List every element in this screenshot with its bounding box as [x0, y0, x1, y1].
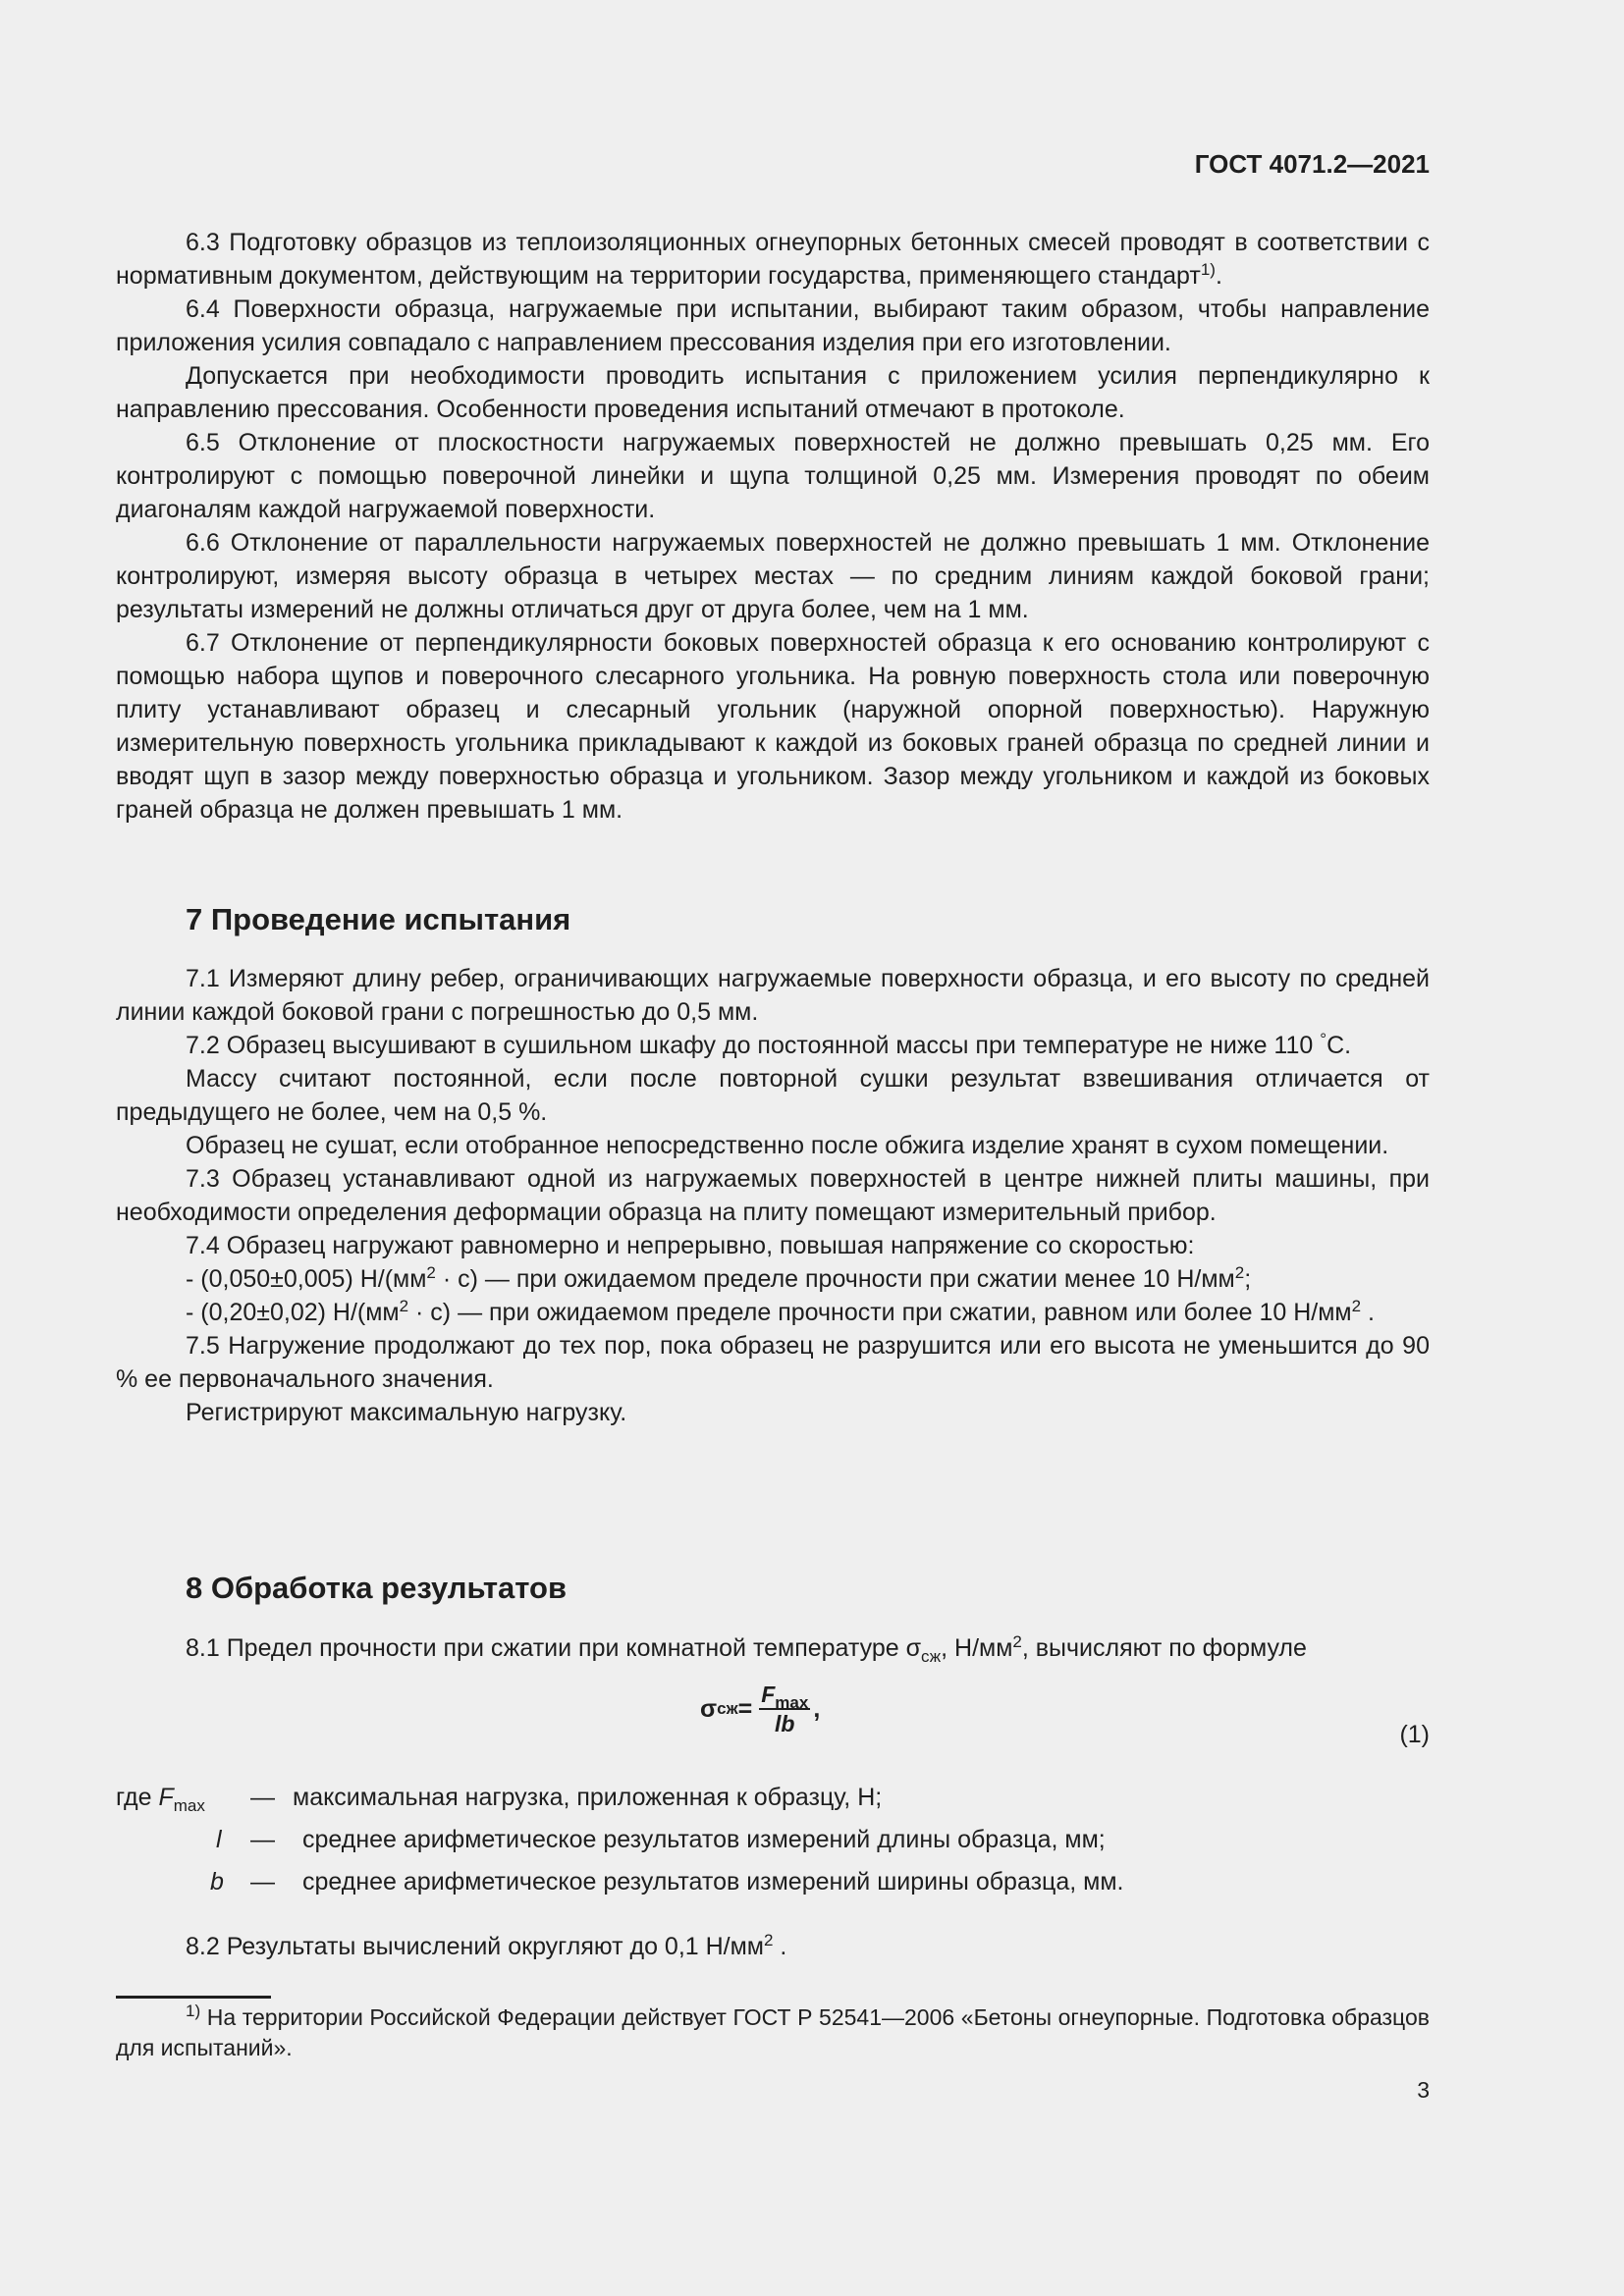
section-6-text — [116, 226, 1430, 827]
paragraph-7-2: 7.2 Образец высушивают в сушильном шкафу до постоянной массы при температуре не ниже 110 °С. — [186, 1030, 1352, 1059]
paragraph-8-2: 8.2 Результаты вычислений округляют до 0,1 $Н/мм^2$ . — [186, 1931, 787, 1960]
page-number: 3 — [1417, 2077, 1430, 2103]
paragraph-7-1: 7.1 Измеряют длину ребер, ограничивающих нагружаемые поверхности образца, и его высоту по средней линии каждой боковой грани с погрешностью до 0,5 мм. — [116, 965, 1430, 1026]
paragraph-6-3: 6.3 Подготовку образцов из теплоизоляционных огнеупорных бетонных смесей проводят в соответствии с нормативным документом, действующим на территории государства, применяющего стандарт$^{1)}$. — [116, 229, 1430, 290]
legend-row: l — среднее арифметическое результатов измерений длины образца, мм; — [216, 1826, 1106, 1853]
paragraph-6-5: 6.5 Отклонение от плоскостности нагружаемых поверхностей не должно превышать 0,25 мм. Его контролируют с помощью поверочной линейки и щупа толщиной 0,25 мм. Измерения проводят по обеим диагоналям каждой нагружаемой поверхности. — [116, 429, 1430, 523]
legend-row: где $F_{max}$ — максимальная нагрузка, приложенная к образцу, Н; — [116, 1784, 883, 1815]
paragraph-6-7: 6.7 Отклонение от перпендикулярности боковых поверхностей образца к его основанию контролируют с помощью набора щупов и поверочного слесарного угольника. На ровную поверхность стола или поверочную плиту устанавливают образец и слесарный угольник (наружной опорной поверхностью). Наружную измерительную поверхность угольника прикладывают к каждой из боковых граней образца по средней линии и вводят щуп в зазор между поверхностью образца и угольником. Зазор между угольником и каждой из боковых граней образца не должен превышать 1 мм. — [116, 629, 1430, 824]
paragraph-7-5: 7.5 Нагружение продолжают до тех пор, пока образец не разрушится или его высота не уменьшится до 90 % ее первоначального значения. — [116, 1332, 1430, 1393]
paragraph-6-4-note: Допускается при необходимости проводить испытания с приложением усилия перпендикулярно к направлению прессования. Особенности проведения испытаний отмечают в протоколе. — [116, 362, 1430, 423]
formula-fraction: $\frac{F_{max}}{lb}$ — [761, 1682, 809, 1736]
paragraph-6-4: 6.4 Поверхности образца, нагружаемые при испытании, выбирают таким образом, чтобы направление приложения усилия совпадало с направлением прессования изделия при его изготовлении. — [116, 295, 1430, 356]
section-8-heading: 8 Обработка результатов — [186, 1571, 568, 1605]
footnote-ref: 1) — [1200, 260, 1216, 279]
section-7-heading: 7 Проведение испытания — [186, 902, 571, 936]
section-7-text — [116, 962, 1430, 1429]
footnote: $^{1)}$ На территории Российской Федерации действует ГОСТ Р 52541—2006 «Бетоны огнеупорные. Подготовка образцов для испытаний». — [116, 2002, 1430, 2060]
paragraph-8-1: 8.1 Предел прочности при сжатии при комнатной температуре $\sigma_{сж}$, $Н/мм^2$, вычисляют по формуле — [186, 1632, 1307, 1666]
document-header: ГОСТ 4071.2—2021 — [1194, 149, 1430, 179]
paragraph-7-2-mass: Массу считают постоянной, если после повторной сушки результат взвешивания отличается от предыдущего не более, чем на 0,5 %. — [116, 1065, 1430, 1126]
formula-expression: σ сж = $\frac{F_{max}}{lb}$ , — [700, 1682, 821, 1736]
paragraph-7-4-rate-high: - (0,20±0,02) $Н/(мм^2 \cdot с)$ — при ожидаемом пределе прочности при сжатии, равном или более 10 $Н/мм^2$ . — [186, 1297, 1375, 1326]
section-8-rounding — [116, 1930, 1430, 1963]
legend-row: b — среднее арифметическое результатов измерений ширины образца, мм. — [210, 1868, 1124, 1896]
equation-number: (1) — [1399, 1721, 1430, 1748]
formula-1 — [116, 1681, 1430, 1747]
section-7-heading-wrap — [116, 900, 1430, 939]
footnote-separator — [116, 1996, 271, 1999]
paragraph-7-2-dry: Образец не сушат, если отобранное непосредственно после обжига изделие хранят в сухом помещении. — [186, 1132, 1389, 1159]
section-8-heading-wrap — [116, 1569, 1430, 1608]
paragraph-7-5-register: Регистрируют максимальную нагрузку. — [186, 1399, 627, 1426]
symbol-legend — [116, 1781, 1430, 1907]
paragraph-6-6: 6.6 Отклонение от параллельности нагружаемых поверхностей не должно превышать 1 мм. Отклонение контролируют, измеряя высоту образца в четырех местах — по средним линиям каждой боковой грани; результаты измерений не должны отличаться друг от друга более, чем на 1 мм. — [116, 529, 1430, 623]
paragraph-7-4-rate-low: - (0,050±0,005) $Н/(мм^2 \cdot с)$ — при ожидаемом пределе прочности при сжатии менее 10 $Н/мм^2$; — [186, 1263, 1252, 1293]
paragraph-7-3: 7.3 Образец устанавливают одной из нагружаемых поверхностей в центре нижней плиты машины, при необходимости определения деформации образца на плиту помещают измерительный прибор. — [116, 1165, 1430, 1226]
paragraph-7-4: 7.4 Образец нагружают равномерно и непрерывно, повышая напряжение со скоростью: — [186, 1232, 1195, 1259]
section-8-text — [116, 1631, 1430, 1665]
